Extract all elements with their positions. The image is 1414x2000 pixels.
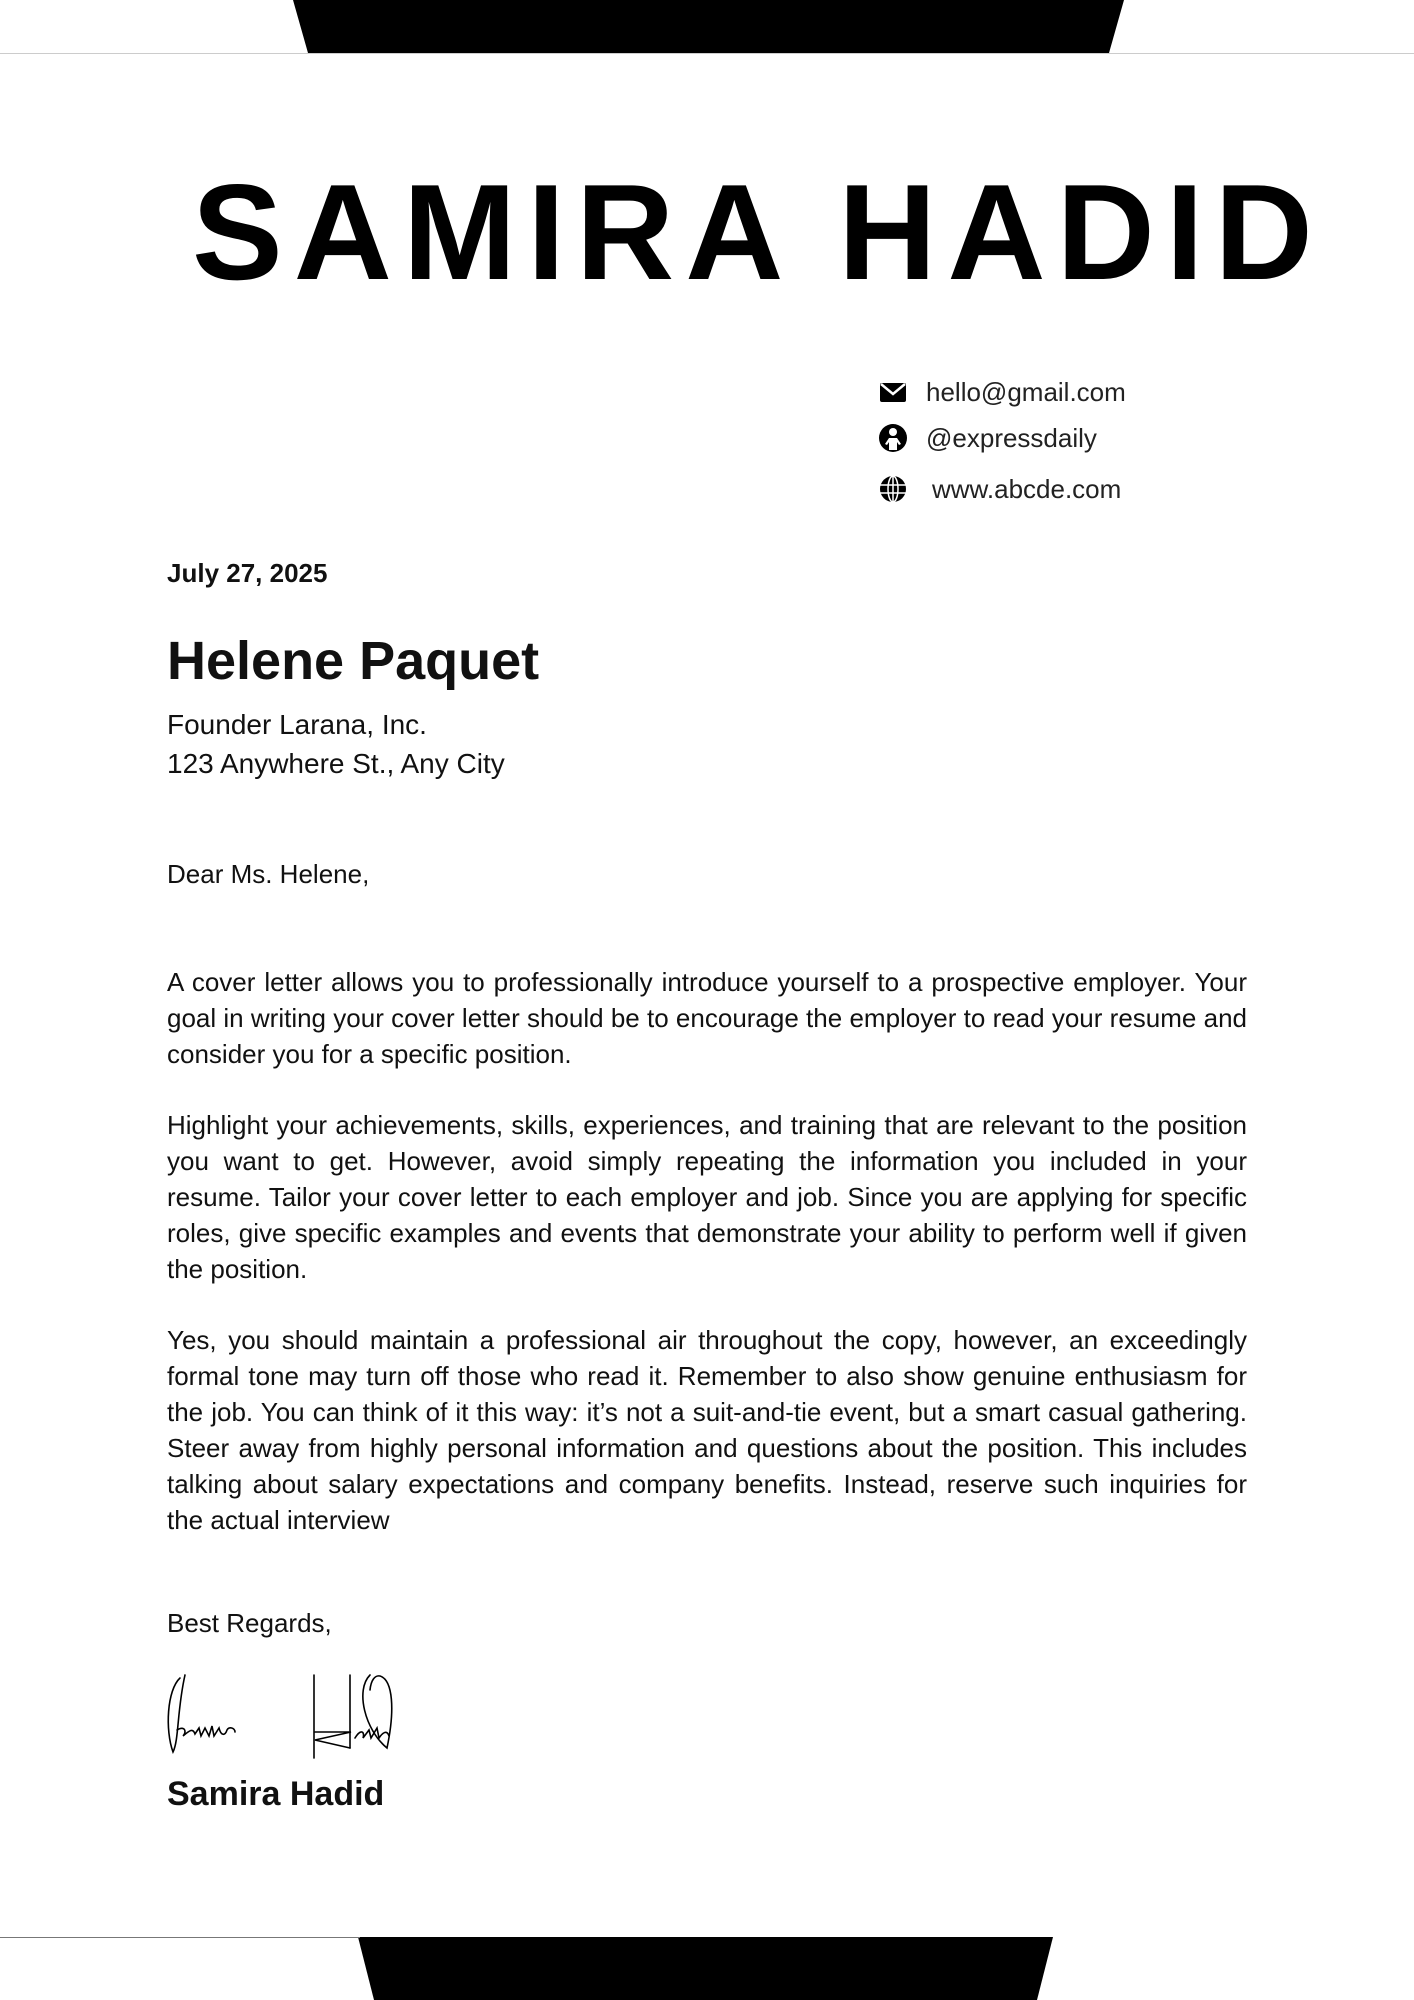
envelope-icon (878, 377, 908, 407)
body-paragraph: Highlight your achievements, skills, experiences, and training that are relevant to the position you want to get. However, avoid simply repeating the information you included in your resume. Tailor your cover letter to each employer and job. Since you are applying for specific roles, give specific examples and events that demonstrate your ability to perform well if given the position. (167, 1110, 1247, 1284)
salutation: Dear Ms. Helene, (167, 859, 370, 889)
email-text: hello@gmail.com (926, 376, 1126, 407)
contact-email (878, 375, 1126, 409)
body-paragraph: Yes, you should maintain a professional air throughout the copy, however, an exceedingly formal tone may turn off those who read it. Remember to also show genuine enthusiasm for the job. You can think of it this way: it’s not a suit-and-tie event, but a smart casual gathering. Steer away from highly personal information and questions about the position. This includes talking about salary expectations and company benefits. Instead, reserve such inquiries for the actual interview (167, 1325, 1247, 1535)
contact-social (878, 421, 1097, 455)
top-divider (0, 53, 1414, 54)
body-paragraph: A cover letter allows you to professionally introduce yourself to a prospective employer. Your goal in writing your cover letter should be to encourage the employer to read your resume and consider you for a specific position. (167, 967, 1247, 1069)
bottom-divider (0, 1937, 360, 1938)
letter-date: July 27, 2025 (167, 558, 328, 588)
contact-website (878, 472, 1121, 506)
signer-name: Samira Hadid (167, 1775, 385, 1813)
bottom-decorative-bar (0, 1937, 1414, 2000)
social-handle-text: @expressdaily (926, 422, 1097, 453)
user-icon (878, 423, 908, 453)
closing: Best Regards, (167, 1608, 332, 1638)
signature-image (165, 1670, 465, 1765)
globe-icon (878, 474, 908, 504)
recipient-title: Founder Larana, Inc. (167, 709, 427, 740)
website-text: www.abcde.com (932, 473, 1122, 504)
page-title: SAMIRA HADID (192, 156, 1324, 308)
recipient-name: Helene Paquet (167, 631, 540, 691)
recipient-address: 123 Anywhere St., Any City (167, 748, 505, 779)
letter-body (167, 964, 1247, 1573)
top-decorative-bar (0, 0, 1414, 60)
